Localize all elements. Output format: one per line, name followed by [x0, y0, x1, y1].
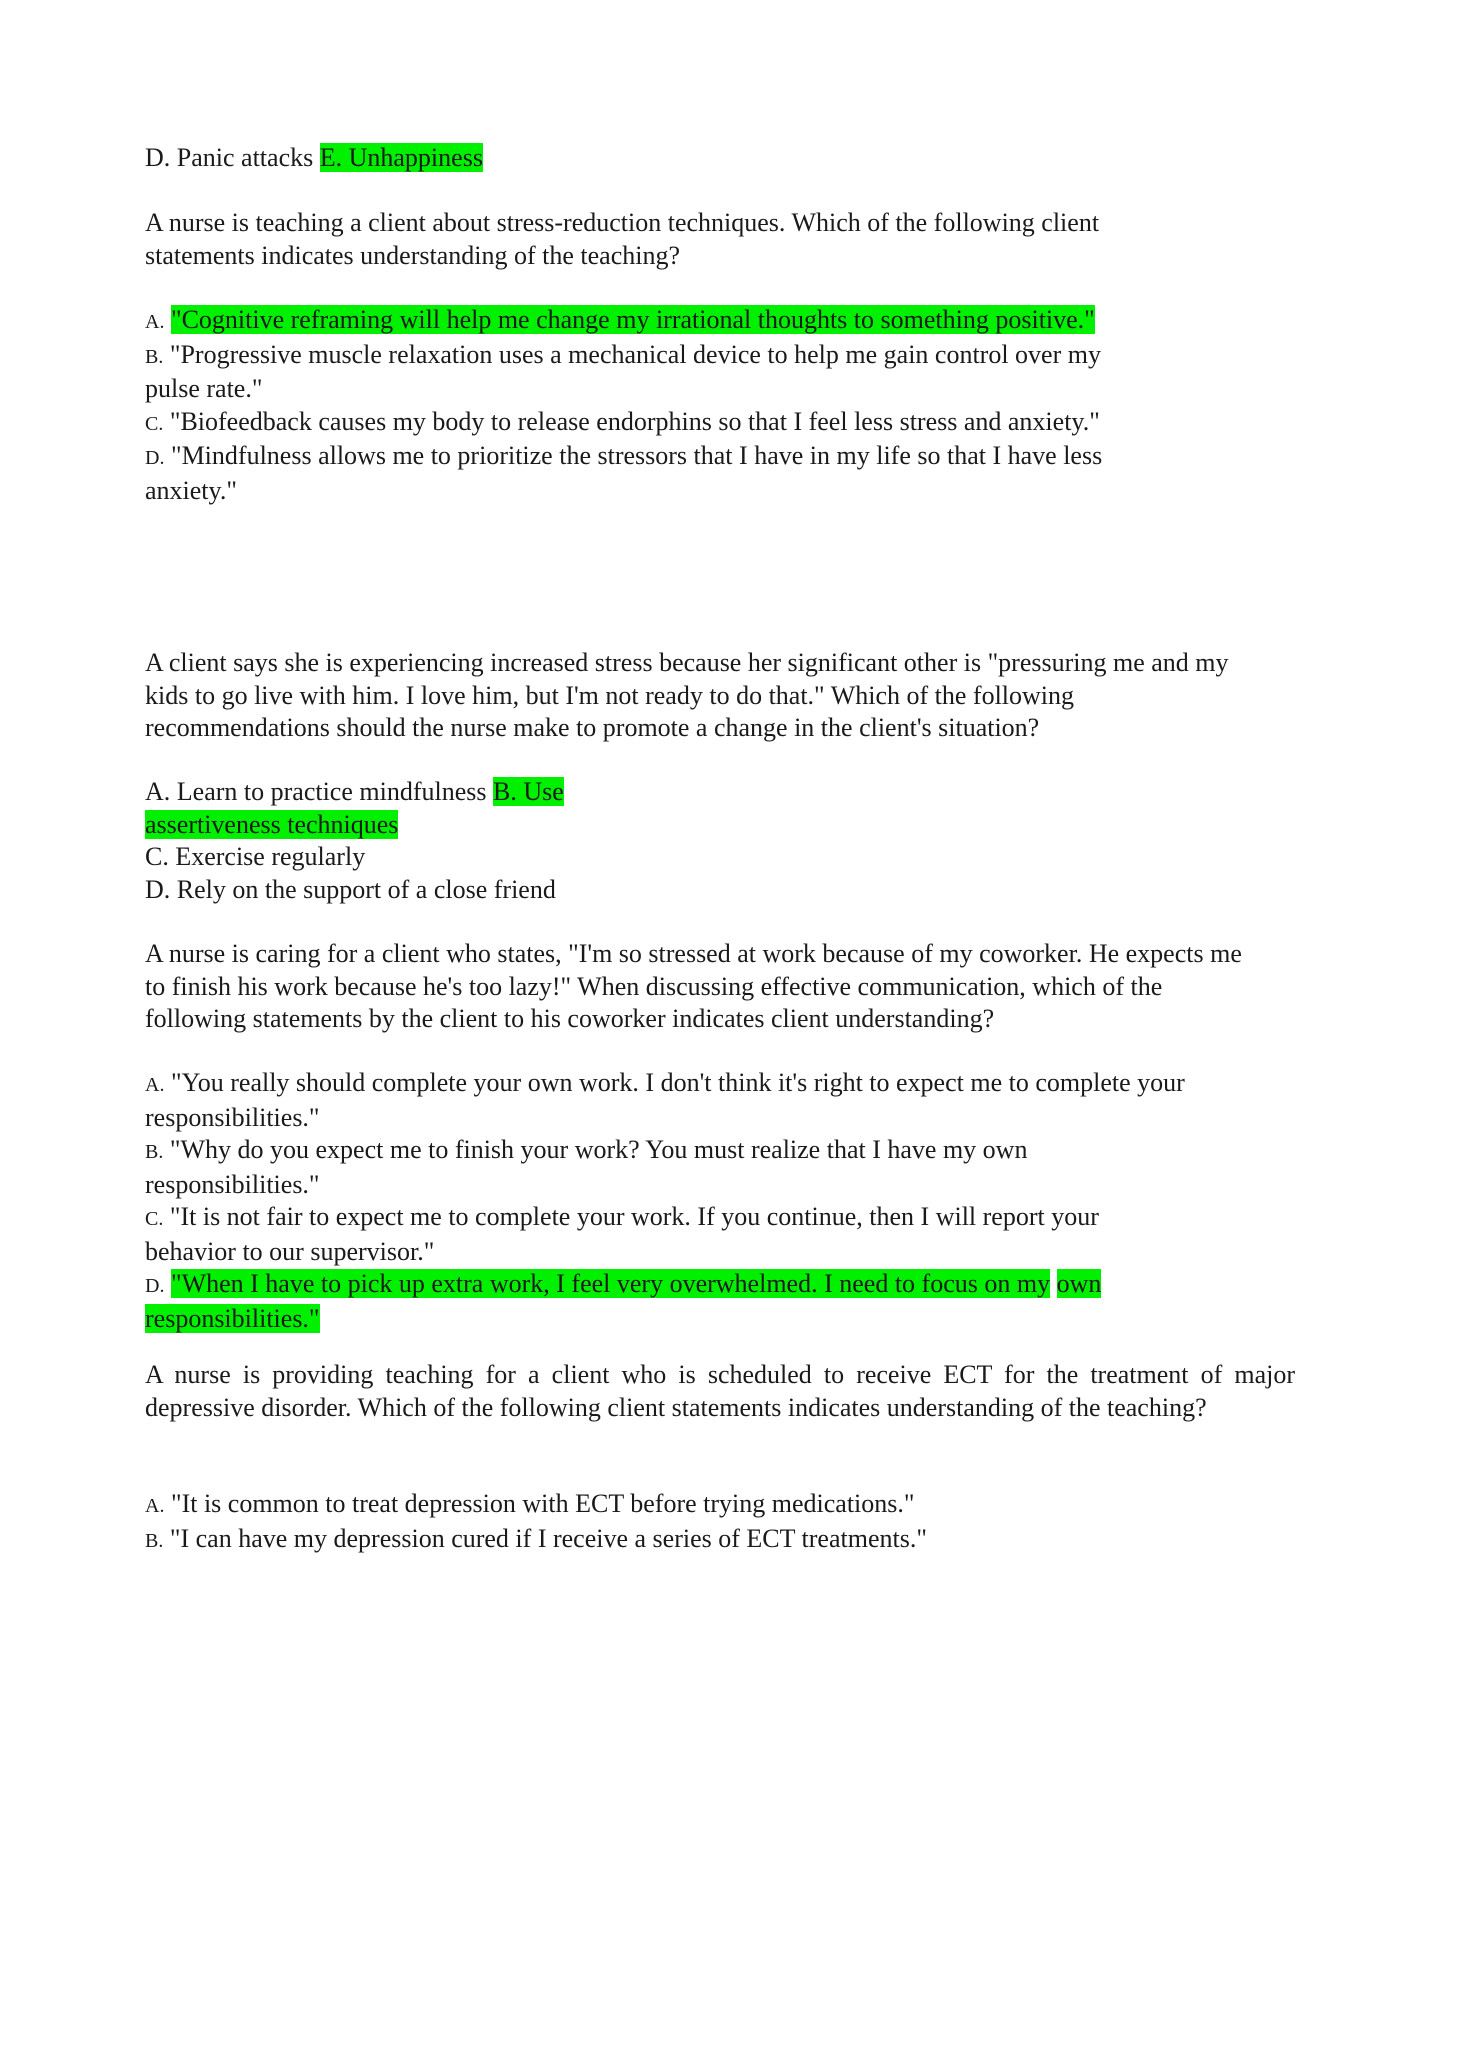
option-letter: C.	[145, 1208, 164, 1230]
stem-line: following statements by the client to his coworker indicates client understanding?	[145, 1004, 995, 1033]
option-a	[145, 1067, 1185, 1102]
option-b	[145, 1134, 1185, 1169]
option-text: "Progressive muscle relaxation uses a mechanical device to help me gain control over my	[169, 339, 1101, 369]
option-letter: A.	[145, 1074, 165, 1096]
option-d-cont: anxiety."	[145, 475, 237, 505]
question-2-options	[145, 776, 564, 906]
option-a-cont: responsibilities."	[145, 1102, 320, 1132]
prev-question-options	[145, 142, 483, 175]
option-text: "Why do you expect me to finish your work? You must realize that I have my own	[169, 1135, 1028, 1164]
option-letter: C.	[145, 412, 164, 435]
stem-line: recommendations should the nurse make to promote a change in the client's situation?	[145, 713, 1040, 742]
option-b	[145, 1523, 927, 1558]
option-text-correct-cont: responsibilities."	[145, 1303, 320, 1333]
option-text: "I can have my depression cured if I receive a series of ECT treatments."	[169, 1523, 927, 1553]
stem-line: A nurse is caring for a client who states, "I'm so stressed at work because of my coworker. He expects me	[145, 939, 1242, 968]
option-d	[145, 440, 1102, 475]
option-letter: B.	[145, 1141, 164, 1163]
option-b-correct: B. Use	[493, 777, 564, 806]
question-1-options	[145, 304, 1102, 507]
option-b-cont: responsibilities."	[145, 1169, 320, 1199]
option-text-correct: own	[1056, 1269, 1102, 1298]
option-text: "Biofeedback causes my body to release endorphins so that I feel less stress and anxiety."	[169, 406, 1100, 436]
option-b-cont: pulse rate."	[145, 374, 263, 403]
option-d: D. Rely on the support of a close friend	[145, 874, 556, 904]
option-e-correct: E. Unhappiness	[319, 143, 483, 172]
option-c	[145, 406, 1102, 441]
option-c	[145, 1201, 1185, 1236]
question-1-stem	[145, 207, 1099, 272]
question-3-options	[145, 1067, 1185, 1335]
option-letter: B.	[145, 1529, 164, 1552]
stem-line: A nurse is teaching a client about stress-reduction techniques. Which of the following client	[145, 208, 1100, 237]
option-letter: D.	[145, 1275, 165, 1297]
option-c: C. Exercise regularly	[145, 842, 366, 871]
question-2-stem	[145, 647, 1229, 745]
option-a	[145, 776, 564, 809]
option-letter: D.	[145, 447, 165, 469]
option-d: D. Panic attacks	[145, 143, 314, 172]
option-text: A. Learn to practice mindfulness	[145, 777, 487, 806]
option-text: "It is common to treat depression with ECT before trying medications."	[170, 1489, 915, 1518]
stem-line: kids to go live with him. I love him, but I'm not ready to do that." Which of the following	[145, 680, 1075, 710]
option-d-cont	[145, 1303, 1185, 1336]
option-a	[145, 304, 1102, 339]
question-4-stem: A nurse is providing teaching for a client who is scheduled to receive ECT for the treatment of major depressive disorder. Which of the following client statements indicates understanding of the teaching?	[145, 1360, 1295, 1422]
stem-line: A client says she is experiencing increased stress because her significant other is "pressuring me and my	[145, 648, 1229, 677]
option-d	[145, 1268, 1185, 1303]
option-letter: B.	[145, 345, 164, 368]
option-a	[145, 1488, 927, 1523]
question-3-stem	[145, 938, 1242, 1036]
option-letter: A.	[145, 1495, 165, 1517]
option-text-correct: "When I have to pick up extra work, I feel very overwhelmed. I need to focus on my	[170, 1269, 1051, 1298]
option-text-correct: "Cognitive reframing will help me change my irrational thoughts to something positive."	[170, 305, 1095, 334]
stem-line: statements indicates understanding of the teaching?	[145, 240, 680, 270]
option-text: "Mindfulness allows me to prioritize the stressors that I have in my life so that I have less	[170, 441, 1103, 470]
option-text: "You really should complete your own work. I don't think it's right to expect me to complete your	[170, 1068, 1185, 1097]
question-4-options	[145, 1488, 927, 1557]
option-b	[145, 339, 1102, 374]
option-b-cont	[145, 809, 564, 842]
stem-line: to finish his work because he's too lazy!" When discussing effective communication, which of the	[145, 971, 1163, 1001]
option-letter: A.	[145, 311, 165, 333]
option-b-correct-cont: assertiveness techniques	[145, 809, 399, 839]
option-c-cont: behavior to our supervisor."	[145, 1236, 435, 1266]
option-text: "It is not fair to expect me to complete your work. If you continue, then I will report your	[169, 1202, 1099, 1231]
